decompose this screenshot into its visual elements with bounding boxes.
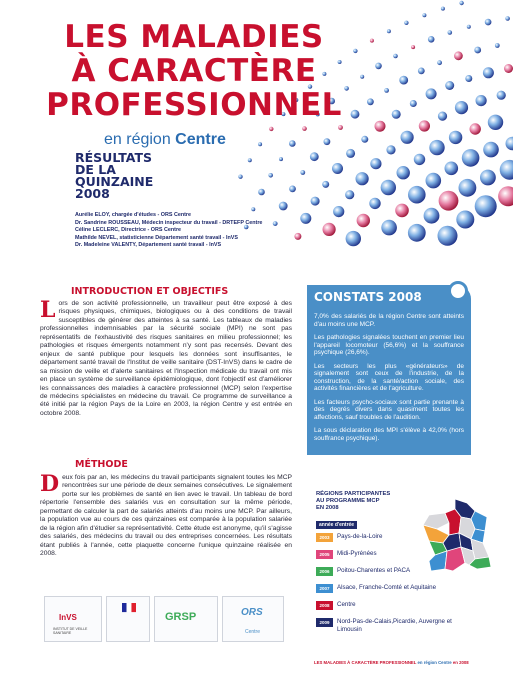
decorative-sphere [360, 75, 364, 79]
france-regions-map [415, 497, 495, 577]
decorative-sphere [395, 204, 409, 218]
decorative-sphere [455, 101, 468, 114]
flag-icon [119, 603, 139, 617]
methode-text: Deux fois par an, les médecins du travail participants signalent toutes les MCP rencontrées sur une période de deux semaines consécutives. Le signalement porte sur les problèmes de santé en lien avec le travail. Un tableau de bord répertorie l'ensemble des salariés vus en consultation sur la même période, permettant de calculer la part de salariés atteints d'au moins une MCP. Par ailleurs, la population vue au cours de ces quinzaines est comparée à la population salariée de la région afin d'étudier sa représentativité. Cette étude est anonyme, qu'il s'agisse des salariés, des médecins du travail ou des entreprises concernées. Les résultats étant publiés à l'année, cette plaquette concerne l'unique quinzaine réalisée en 2008. [40, 471, 292, 558]
legend-item [316, 618, 467, 638]
legend-year-badge: 2007 [316, 584, 333, 593]
decorative-sphere [361, 136, 368, 143]
decorative-sphere [497, 91, 506, 100]
decorative-sphere [258, 189, 265, 196]
republic-logo [106, 596, 150, 642]
decorative-sphere [426, 173, 442, 189]
decorative-sphere [438, 112, 447, 121]
intro-heading: INTRODUCTION ET OBJECTIFS [71, 286, 229, 297]
decorative-sphere [289, 140, 296, 147]
decorative-sphere [476, 95, 487, 106]
decorative-sphere [422, 13, 426, 17]
decorative-sphere [470, 123, 481, 134]
decorative-sphere [467, 25, 471, 29]
author-line: Dr. Sandrine ROUSSEAU, Médecin inspecteur du travail - DRTEFP Centre [75, 219, 263, 226]
decorative-sphere [408, 224, 426, 242]
decorative-sphere [480, 170, 496, 186]
decorative-sphere [408, 186, 426, 204]
decorative-sphere [437, 60, 442, 65]
decorative-sphere [495, 43, 500, 48]
legend-year-badge: 2008 [316, 601, 333, 610]
regions-heading: RÉGIONS PARTICIPANTES AU PROGRAMME MCP EN 2008 [316, 491, 391, 511]
decorative-sphere [465, 75, 472, 82]
methode-dropcap: D [40, 471, 60, 497]
decorative-sphere [273, 221, 278, 226]
decorative-sphere [410, 100, 417, 107]
decorative-sphere [399, 76, 408, 85]
constats-box [307, 285, 471, 455]
constats-paragraph: Les pathologies signalées touchent en premier lieu l'appareil locomoteur (56,6%) et la souffrance psychique (26,6%). [314, 334, 464, 356]
decorative-sphere [404, 21, 408, 25]
decorative-sphere [506, 137, 513, 151]
author-line: Dr. Madeleine VALENTY, Département santé travail - InVS [75, 242, 222, 249]
decorative-sphere [485, 19, 492, 26]
ors-logo: ORS Centre [222, 596, 284, 642]
decorative-sphere [459, 179, 477, 197]
constats-corner-circle [448, 281, 468, 301]
decorative-sphere [504, 64, 513, 73]
decorative-sphere [351, 110, 360, 119]
legend-label: Alsace, Franche-Comté et Aquitaine [337, 584, 437, 591]
decorative-sphere [419, 120, 430, 131]
author-line: Céline LECLERC, Directrice - ORS Centre [75, 227, 182, 234]
decorative-sphere [346, 231, 361, 246]
decorative-sphere [483, 67, 494, 78]
decorative-sphere [414, 154, 425, 165]
decorative-sphere [258, 142, 262, 146]
decorative-sphere [418, 68, 425, 75]
decorative-sphere [323, 223, 336, 236]
decorative-sphere [411, 45, 415, 49]
decorative-sphere [429, 140, 444, 155]
decorative-sphere [387, 29, 391, 33]
legend-year-badge: 2005 [316, 550, 333, 559]
decorative-sphere [332, 163, 343, 174]
decorative-sphere [344, 86, 349, 91]
decorative-sphere [498, 186, 513, 206]
decorative-sphere [300, 170, 305, 175]
decorative-sphere [500, 160, 513, 180]
decorative-sphere [300, 213, 311, 224]
legend-item [316, 601, 467, 614]
page-footer: LES MALADIES À CARACTÈRE PROFESSIONNEL en région Centre en 2008 [314, 660, 469, 665]
decorative-sphere [356, 172, 369, 185]
constats-paragraph: Les secteurs les plus «générateurs» de signalement sont ceux de l'industrie, de la construction, de la santé/action sociale, des activités financières et de l'agriculture. [314, 362, 464, 392]
decorative-sphere [279, 202, 288, 211]
decorative-sphere [333, 206, 344, 217]
author-line: Aurélie ELOY, chargée d'études - ORS Centre [75, 212, 192, 218]
decorative-sphere [448, 30, 453, 35]
decorative-sphere [445, 81, 454, 90]
decorative-sphere [375, 63, 382, 70]
decorative-sphere [393, 54, 398, 59]
decorative-sphere [302, 126, 307, 131]
decorative-sphere [357, 214, 370, 227]
region-subtitle: en région Centre [104, 131, 226, 148]
decorative-sphere [369, 198, 380, 209]
legend-year-badge: 2003 [316, 533, 333, 542]
decorative-sphere [289, 186, 296, 193]
decorative-sphere [345, 190, 354, 199]
legend-year-badge: 2006 [316, 567, 333, 576]
intro-text: Lors de son activité professionnelle, un travailleur peut être exposé à des risques physiques, chimiques, biologiques ou à des conditions de travail susceptibles de générer des atteintes à sa santé. Les tableaux de maladies professionnelles indemnisables par la sécurité sociale (MPI) ne sont pas représentatifs de l'exhaustivité des risques sanitaires en milieu professionnel; les pathologies et risques émergents notamment n'y sont pas recensés. Devant des enjeux de santé publique pour lesquels les données sont insuffisantes, le département santé travail de l'Institut de veille sanitaire (DST-InVS) dans le cadre de sa mission de veille et d'alerte sanitaires et l'Inspection médicale du travail ont mis en place un système de surveillance épidémiologique, dont l'objectif est d'améliorer les connaissances des maladies à caractère professionnel (MCP) selon l'expertise de médecins spécialistes en médecine du travail. Ce programme de surveillance a été initié par la région Pays de la Loire en 2003, la région Centre y est entrée en octobre 2008. [40, 297, 292, 417]
legend-label: Nord-Pas-de-Calais,Picardie, Auvergne et Limousin [337, 618, 452, 633]
decorative-sphere [248, 158, 252, 162]
decorative-sphere [449, 131, 462, 144]
legend-item [316, 584, 467, 597]
decorative-sphere [438, 226, 458, 246]
decorative-sphere [346, 149, 355, 158]
decorative-sphere [488, 115, 503, 130]
legend-label: Centre [337, 601, 356, 608]
decorative-sphere [251, 207, 255, 211]
decorative-sphere [381, 220, 397, 236]
decorative-sphere [324, 138, 331, 145]
decorative-sphere [238, 175, 242, 179]
constats-paragraph: 7,0% des salariés de la région Centre sont atteints d'au moins une MCP. [314, 313, 464, 328]
author-line: Mathilde NEVEL, statisticienne Département santé travail - InVS [75, 234, 238, 241]
decorative-sphere [445, 162, 459, 176]
decorative-sphere [483, 142, 499, 158]
decorative-sphere [370, 39, 374, 43]
decorative-sphere [439, 191, 459, 211]
decorative-sphere [294, 233, 301, 240]
decorative-sphere [454, 51, 463, 60]
decorative-sphere [370, 158, 381, 169]
decorative-sphere [269, 127, 273, 131]
legend-label: Pays-de-la-Loire [337, 533, 383, 540]
page-title: LES MALADIES À CARACTÈRE PROFESSIONNEL [46, 19, 342, 123]
legend-label: Midi-Pyrénées [337, 550, 377, 557]
invs-logo: InVS INSTITUT DE VEILLE SANITAIRE [44, 596, 102, 642]
decorative-sphere [310, 152, 319, 161]
partner-logos [44, 596, 304, 646]
decorative-sphere [474, 47, 481, 54]
decorative-sphere [322, 181, 329, 188]
decorative-sphere [384, 88, 389, 93]
decorative-sphere [397, 166, 410, 179]
decorative-sphere [268, 173, 273, 178]
legend-year-badge: 2009 [316, 618, 333, 627]
decorative-sphere [381, 180, 396, 195]
decorative-sphere [375, 121, 386, 132]
legend-label: Poitou-Charentes et PACA [337, 567, 411, 574]
year-label: année d'entrée [316, 521, 357, 529]
author-list [75, 212, 262, 250]
decorative-sphere [475, 195, 497, 217]
decorative-sphere [459, 1, 463, 5]
decorative-sphere [456, 211, 474, 229]
decorative-sphere [428, 36, 435, 43]
intro-dropcap: L [40, 297, 56, 323]
decorative-sphere [462, 149, 480, 167]
constats-title: CONSTATS 2008 [314, 290, 422, 304]
results-heading: RÉSULTATS DE LA QUINZAINE 2008 [75, 150, 154, 201]
decorative-sphere [401, 131, 414, 144]
decorative-sphere [386, 145, 395, 154]
grsp-logo: GRSP [154, 596, 218, 642]
decorative-sphere [311, 197, 320, 206]
decorative-sphere [367, 98, 374, 105]
decorative-sphere [353, 49, 357, 53]
decorative-sphere [424, 208, 440, 224]
decorative-sphere [505, 16, 510, 21]
decorative-sphere [279, 157, 283, 161]
methode-heading: MÉTHODE [75, 459, 128, 470]
constats-paragraph: Les facteurs psycho-sociaux sont partie prenante à des degrés divers dans quasiment toutes les affections, sauf troubles de l'audition. [314, 398, 464, 421]
decorative-sphere [426, 88, 437, 99]
decorative-sphere [392, 110, 401, 119]
decorative-sphere [441, 7, 445, 11]
decorative-sphere [338, 125, 343, 130]
constats-paragraph: La sous déclaration des MPI s'élève à 42,0% (hors souffrance psychique). [314, 427, 464, 442]
